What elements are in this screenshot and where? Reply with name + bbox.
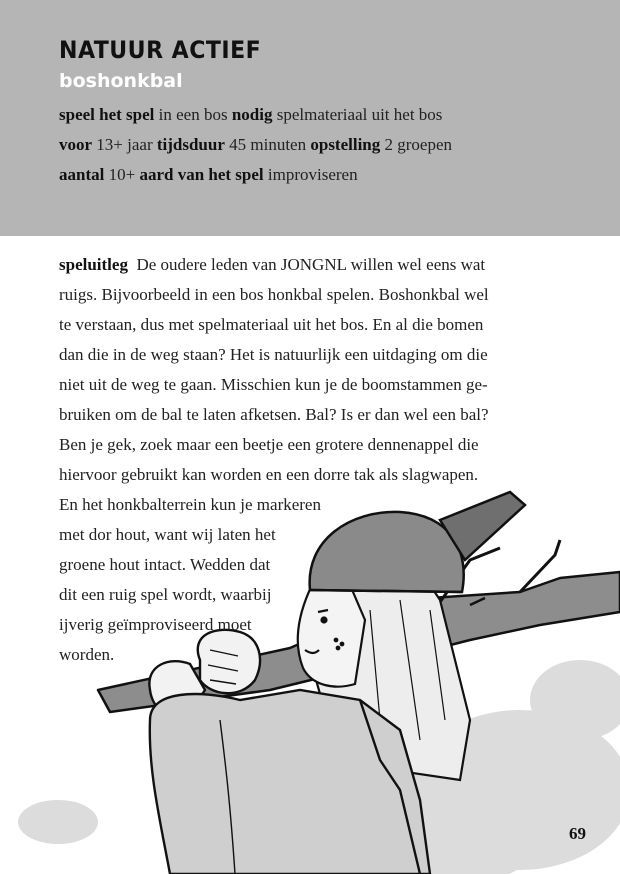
meta-value-for: 13+ jaar (96, 135, 153, 154)
body-text-line: worden. (59, 645, 115, 664)
meta-value-duration: 45 minuten (229, 135, 307, 154)
meta-value-needed: spelmateriaal uit het bos (276, 105, 443, 124)
meta-value-count: 10+ (108, 165, 136, 184)
body-text-line: hiervoor gebruikt kan worden en een dorre tak als slagwapen. (59, 465, 479, 484)
meta-label-count: aantal (59, 165, 105, 184)
meta-line-count (59, 164, 358, 186)
body-text-line: groene hout intact. Wedden dat (59, 555, 271, 574)
body-text-line: ijverig geïmproviseerd moet (59, 615, 252, 634)
body-text-line: dit een ruig spel wordt, waarbij (59, 585, 272, 604)
body-text-line: met dor hout, want wij laten het (59, 525, 276, 544)
face (298, 585, 365, 687)
meta-value-type: improviseren (267, 165, 358, 184)
meta-label-setup: opstelling (310, 135, 381, 154)
meta-line-location (59, 104, 442, 126)
meta-value-setup: 2 groepen (384, 135, 453, 154)
game-title: boshonkbal (59, 70, 183, 92)
body-line-1 (59, 254, 485, 276)
header-band (0, 0, 620, 236)
body-label: speluitleg (59, 255, 128, 274)
body-text-line: te verstaan, dus met spelmateriaal uit het bos. En al die bomen (59, 315, 484, 334)
meta-label-needed: nodig (231, 105, 273, 124)
meta-label-play: speel het spel (59, 105, 155, 124)
meta-label-type: aard van het spel (139, 165, 264, 184)
section-title: NATUUR ACTIEF (59, 36, 262, 64)
meta-label-duration: tijdsduur (156, 135, 225, 154)
body-text-line: En het honkbalterrein kun je markeren (59, 495, 321, 514)
body-text-line: niet uit de weg te gaan. Misschien kun je de boomstammen ge- (59, 375, 488, 394)
page-number: 69 (569, 824, 586, 843)
body-text-line: ruigs. Bijvoorbeeld in een bos honkbal spelen. Boshonkbal wel (59, 285, 489, 304)
body-text-line: Ben je gek, zoek maar een beetje een grotere dennenappel die (59, 435, 479, 454)
body-text-line: De oudere leden van JONGNL willen wel eens wat (136, 255, 486, 274)
body-text-line: bruiken om de bal te laten afketsen. Bal? Is er dan wel een bal? (59, 405, 489, 424)
body-text-line: dan die in de weg staan? Het is natuurlijk een uitdaging om die (59, 345, 488, 364)
cap (310, 492, 525, 592)
meta-value-play: in een bos (158, 105, 228, 124)
meta-label-for: voor (59, 135, 93, 154)
meta-line-age (59, 134, 452, 156)
